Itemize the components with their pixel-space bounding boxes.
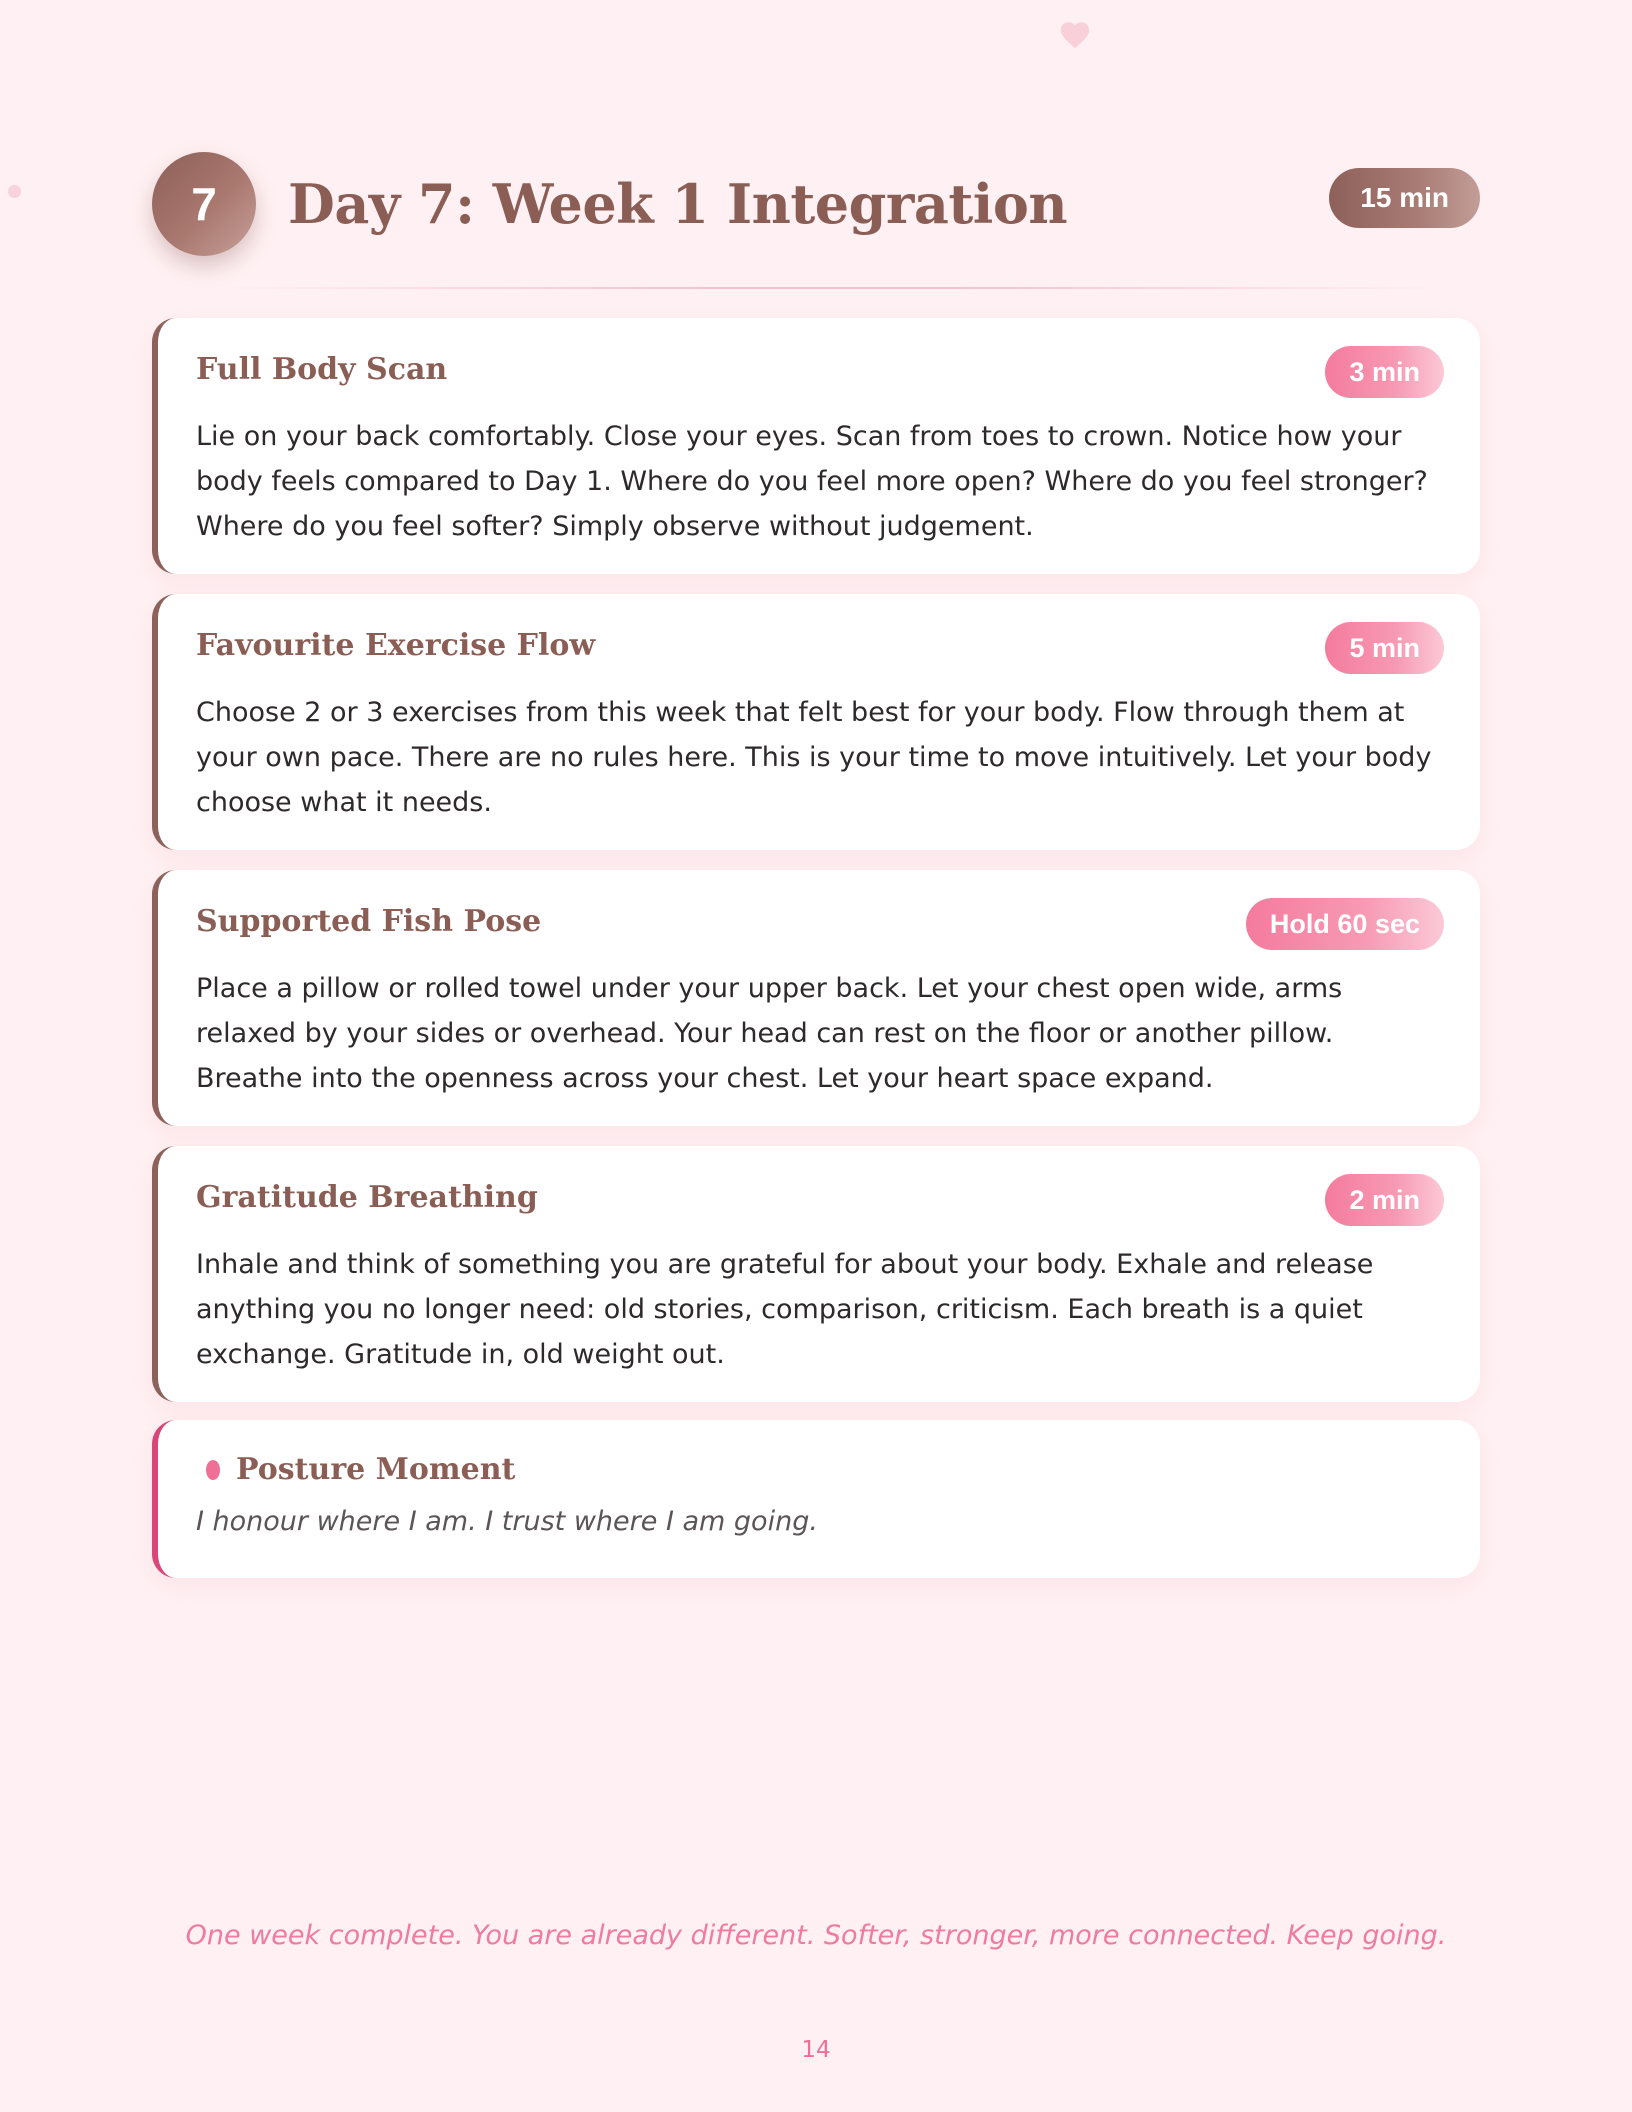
heart-icon	[1058, 18, 1092, 52]
exercise-card-full-body-scan	[152, 318, 1480, 574]
exercise-title: Gratitude Breathing	[196, 1180, 538, 1215]
exercise-time-badge: Hold 60 sec	[1246, 898, 1444, 950]
header-divider	[212, 287, 1452, 289]
exercise-time-badge: 5 min	[1325, 622, 1444, 674]
dot-icon	[206, 1460, 220, 1480]
total-duration-badge: 15 min	[1329, 168, 1480, 228]
exercise-description: Lie on your back comfortably. Close your eyes. Scan from toes to crown. Notice how your body feels compared to Day 1. Where do you feel more open? Where do you feel stronger? Where do you feel softer? Simply observe without judgement.	[196, 421, 1428, 542]
posture-moment-title: Posture Moment	[236, 1452, 516, 1487]
exercise-time-badge: 2 min	[1325, 1174, 1444, 1226]
exercise-description: Place a pillow or rolled towel under your upper back. Let your chest open wide, arms relaxed by your sides or overhead. Your head can rest on the floor or another pillow. Breathe into the openness across your chest. Let your heart space expand.	[196, 973, 1343, 1094]
decorative-dot	[8, 185, 21, 198]
exercise-title: Full Body Scan	[196, 352, 448, 387]
exercise-description: Choose 2 or 3 exercises from this week that felt best for your body. Flow through them at your own pace. There are no rules here. This is your time to move intuitively. Let your body choose what it needs.	[196, 697, 1432, 818]
page-number: 14	[801, 2037, 831, 2063]
exercise-card-gratitude-breathing	[152, 1146, 1480, 1402]
posture-moment-card	[152, 1420, 1480, 1578]
day-number-badge: 7	[152, 152, 256, 256]
closing-message: One week complete. You are already different. Softer, stronger, more connected. Keep going.	[185, 1920, 1447, 1951]
exercise-title: Favourite Exercise Flow	[196, 628, 596, 663]
exercise-description: Inhale and think of something you are grateful for about your body. Exhale and release anything you no longer need: old stories, comparison, criticism. Each breath is a quiet exchange. Gratitude in, old weight out.	[196, 1249, 1374, 1370]
exercise-card-supported-fish-pose	[152, 870, 1480, 1126]
exercise-title: Supported Fish Pose	[196, 904, 542, 939]
day-header	[152, 152, 1480, 256]
page-title: Day 7: Week 1 Integration	[288, 172, 1068, 236]
exercise-card-favourite-exercise-flow	[152, 594, 1480, 850]
posture-moment-quote: I honour where I am. I trust where I am going.	[196, 1506, 818, 1537]
exercise-time-badge: 3 min	[1325, 346, 1444, 398]
